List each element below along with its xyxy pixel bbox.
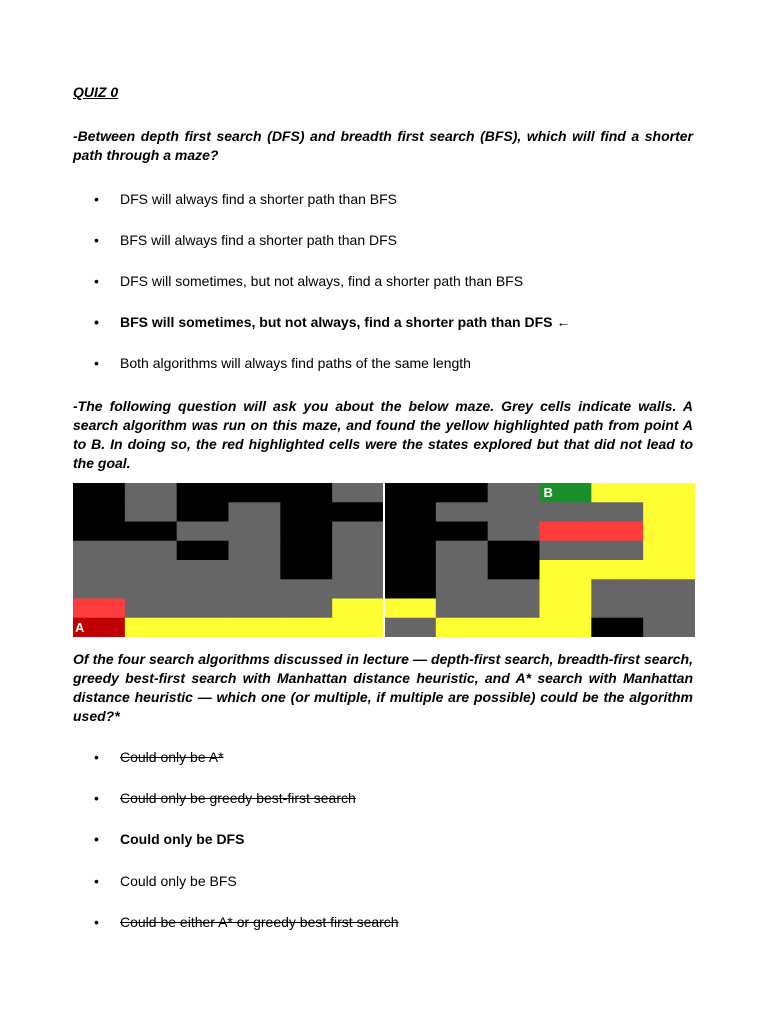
maze-wall-cell bbox=[591, 502, 643, 522]
q3-option-struck: • Could only be A* bbox=[94, 749, 224, 765]
maze-path-cell bbox=[540, 579, 592, 599]
question-1-text: -Between depth first search (DFS) and breadth first search (BFS), which will find a shorter path through a maze? bbox=[73, 128, 693, 163]
maze-wall-cell bbox=[488, 522, 540, 542]
maze-open-cell bbox=[280, 502, 332, 522]
maze-path-cell bbox=[643, 522, 695, 542]
maze-wall-cell bbox=[229, 599, 281, 619]
q3-option: • Could only be BFS bbox=[94, 873, 237, 889]
maze-open-cell bbox=[73, 483, 125, 503]
question-2-text: -The following question will ask you about the below maze. Grey cells indicate walls. A search algorithm was run on this maze, and found the yellow highlighted path from point A to B. In doing so, the red highlighted cells were the states explored but that did not lead to the goal. bbox=[73, 398, 693, 471]
maze-grid bbox=[73, 483, 695, 637]
maze-path-cell bbox=[540, 599, 592, 619]
maze-explored-cell bbox=[73, 599, 125, 619]
q1-option-selected: • BFS will sometimes, but not always, find a shorter path than DFS ← bbox=[94, 314, 571, 330]
maze-open-cell bbox=[488, 560, 540, 580]
maze-open-cell bbox=[177, 483, 229, 503]
maze-path-cell bbox=[436, 618, 488, 637]
maze-path-cell bbox=[229, 618, 281, 637]
bullet-icon: • bbox=[94, 873, 99, 889]
maze-wall-cell bbox=[177, 522, 229, 542]
maze-path-cell bbox=[591, 483, 643, 503]
q1-option: • Both algorithms will always find paths of the same length bbox=[94, 355, 471, 371]
bullet-icon: • bbox=[94, 749, 99, 765]
maze-open-cell bbox=[384, 483, 436, 503]
maze-wall-cell bbox=[643, 579, 695, 599]
maze-label-b: B bbox=[543, 485, 553, 500]
maze-wall-cell bbox=[540, 541, 592, 561]
maze-wall-cell bbox=[125, 579, 177, 599]
maze-open-cell bbox=[332, 502, 384, 522]
maze-wall-cell bbox=[488, 502, 540, 522]
bullet-icon: • bbox=[94, 914, 99, 930]
bullet-icon: • bbox=[94, 191, 99, 207]
q3-option-selected: • Could only be DFS bbox=[94, 831, 245, 847]
bullet-icon: • bbox=[94, 355, 99, 371]
bullet-icon: • bbox=[94, 232, 99, 248]
maze-wall-cell bbox=[125, 560, 177, 580]
maze-wall-cell bbox=[280, 599, 332, 619]
question-3-text: Of the four search algorithms discussed in lecture — depth-first search, breadth-first search, greedy best-first search with Manhattan distance heuristic, and A* search with Manhattan distance heuristic — which one (or multiple, if multiple are possible) could be the algorithm used?* bbox=[73, 651, 693, 724]
maze-open-cell bbox=[384, 522, 436, 542]
maze-open-cell bbox=[591, 618, 643, 637]
maze-wall-cell bbox=[332, 541, 384, 561]
maze-open-cell bbox=[73, 522, 125, 542]
maze-wall-cell bbox=[332, 560, 384, 580]
maze-explored-cell bbox=[591, 522, 643, 542]
maze-wall-cell bbox=[436, 579, 488, 599]
maze-open-cell bbox=[384, 560, 436, 580]
maze-wall-cell bbox=[125, 541, 177, 561]
maze-path-cell bbox=[540, 560, 592, 580]
maze-path-cell bbox=[177, 618, 229, 637]
maze-explored-cell bbox=[540, 522, 592, 542]
maze-wall-cell bbox=[125, 483, 177, 503]
maze-wall-cell bbox=[436, 541, 488, 561]
maze-path-cell bbox=[540, 618, 592, 637]
maze-wall-cell bbox=[229, 579, 281, 599]
maze-wall-cell bbox=[540, 502, 592, 522]
maze-wall-cell bbox=[73, 560, 125, 580]
maze-open-cell bbox=[280, 522, 332, 542]
maze-open-cell bbox=[229, 483, 281, 503]
q1-option: • DFS will always find a shorter path than BFS bbox=[94, 191, 398, 207]
maze-divider bbox=[383, 483, 385, 637]
maze-open-cell bbox=[384, 541, 436, 561]
maze-wall-cell bbox=[488, 599, 540, 619]
q3-option-struck: • Could be either A* or greedy best first search bbox=[94, 914, 399, 930]
maze-wall-cell bbox=[591, 599, 643, 619]
maze-path-cell bbox=[591, 560, 643, 580]
maze-wall-cell bbox=[488, 579, 540, 599]
maze-open-cell bbox=[280, 483, 332, 503]
maze-wall-cell bbox=[332, 522, 384, 542]
maze-wall-cell bbox=[643, 599, 695, 619]
maze-wall-cell bbox=[229, 502, 281, 522]
maze-wall-cell bbox=[177, 579, 229, 599]
maze-wall-cell bbox=[384, 618, 436, 637]
maze-path-cell bbox=[643, 502, 695, 522]
maze-wall-cell bbox=[280, 579, 332, 599]
bullet-icon: • bbox=[94, 790, 99, 806]
maze-wall-cell bbox=[229, 541, 281, 561]
bullet-icon: • bbox=[94, 831, 99, 847]
maze-wall-cell bbox=[125, 502, 177, 522]
maze-wall-cell bbox=[488, 483, 540, 503]
maze-open-cell bbox=[177, 541, 229, 561]
q1-option: • BFS will always find a shorter path than DFS bbox=[94, 232, 398, 248]
maze-open-cell bbox=[177, 502, 229, 522]
q1-option: • DFS will sometimes, but not always, find a shorter path than BFS bbox=[94, 273, 524, 289]
maze-open-cell bbox=[384, 502, 436, 522]
maze-path-cell bbox=[280, 618, 332, 637]
quiz-title: QUIZ 0 bbox=[73, 84, 119, 100]
maze-wall-cell bbox=[591, 579, 643, 599]
bullet-icon: • bbox=[94, 273, 99, 289]
maze-open-cell bbox=[280, 560, 332, 580]
maze-open-cell bbox=[73, 502, 125, 522]
maze-open-cell bbox=[436, 483, 488, 503]
maze-path-cell bbox=[488, 618, 540, 637]
maze-wall-cell bbox=[332, 579, 384, 599]
maze-open-cell bbox=[280, 541, 332, 561]
maze-open-cell bbox=[488, 541, 540, 561]
maze-path-cell bbox=[643, 541, 695, 561]
maze-wall-cell bbox=[73, 541, 125, 561]
q3-option-struck: • Could only be greedy best-first search bbox=[94, 790, 356, 806]
maze-path-cell bbox=[643, 560, 695, 580]
maze-wall-cell bbox=[229, 522, 281, 542]
maze-open-cell bbox=[384, 579, 436, 599]
maze-wall-cell bbox=[125, 599, 177, 619]
maze-wall-cell bbox=[436, 502, 488, 522]
maze-path-cell bbox=[643, 483, 695, 503]
maze-label-a: A bbox=[75, 619, 85, 635]
maze-wall-cell bbox=[177, 560, 229, 580]
maze-wall-cell bbox=[332, 483, 384, 503]
maze-open-cell bbox=[125, 522, 177, 542]
maze-wall-cell bbox=[177, 599, 229, 619]
maze-wall-cell bbox=[643, 618, 695, 637]
maze-image bbox=[73, 483, 695, 637]
maze-wall-cell bbox=[436, 599, 488, 619]
maze-path-cell bbox=[384, 599, 436, 619]
bullet-icon: • bbox=[94, 314, 99, 330]
maze-path-cell bbox=[125, 618, 177, 637]
maze-wall-cell bbox=[73, 579, 125, 599]
maze-open-cell bbox=[436, 522, 488, 542]
maze-wall-cell bbox=[591, 541, 643, 561]
maze-wall-cell bbox=[436, 560, 488, 580]
maze-path-cell bbox=[332, 599, 384, 619]
maze-path-cell bbox=[332, 618, 384, 637]
maze-wall-cell bbox=[229, 560, 281, 580]
